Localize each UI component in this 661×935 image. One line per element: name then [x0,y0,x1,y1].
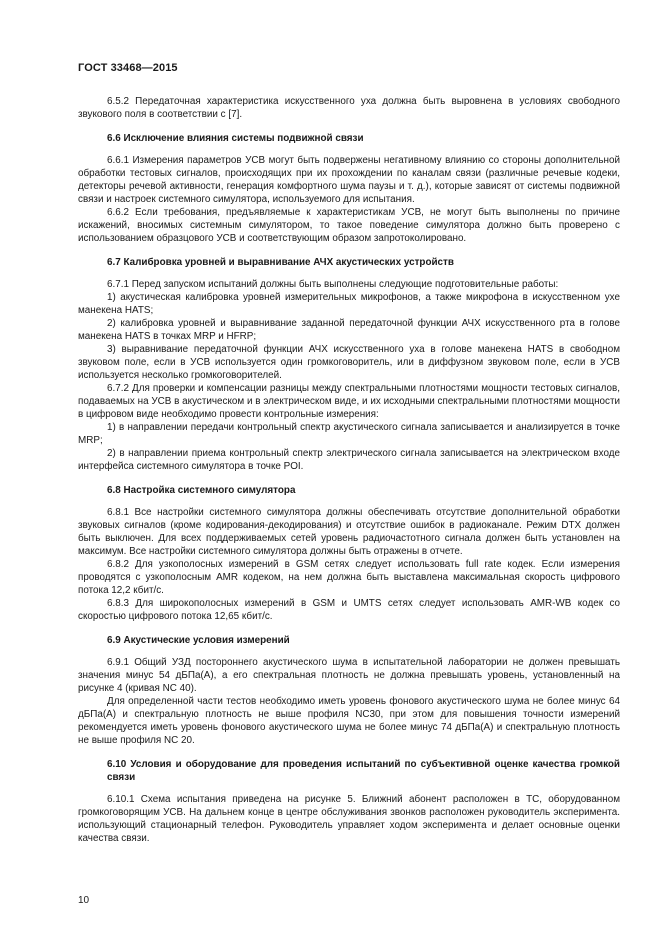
page-number: 10 [78,895,90,906]
list-item: 1) акустическая калибровка уровней измерительных микрофонов, а также микрофона в искусственном ухе манекена HATS; [78,292,620,316]
document-body [78,95,620,845]
list-item: 2) калибровка уровней и выравнивание заданной передаточной функции АЧХ искусственного рта в голове манекена HATS в точках MRP и HFRP; [78,318,620,342]
list-item: 2) в направлении приема контрольный спектр электрического сигнала записывается на электрическом входе интерфейса системного симулятора в точке POI. [78,448,620,472]
section-heading-6-7: 6.7 Калибровка уровней и выравнивание АЧХ акустических устройств [107,257,454,268]
paragraph: 6.6.2 Если требования, предъявляемые к характеристикам УСВ, не могут быть выполнены по причине искажений, вносимых системным симулятором, то такое поведение симулятора должно быть проверено с использованием образцового УСВ и соответствующим образом запротоколировано. [78,207,620,244]
paragraph: 6.8.1 Все настройки системного симулятора должны обеспечивать отсутствие дополнительной обработки звуковых сигналов (кроме кодирования-декодирования) и отсутствие ошибок в радиоканале. Режим DTX должен быть выключен. Для всех поддерживаемых сетей уровень радиочастотного сигнала должен быть установлен на максимум. Все настройки системного симулятора должны быть отражены в отчете. [78,507,620,557]
list-item: 3) выравнивание передаточной функции АЧХ искусственного уха в голове манекена HATS в свободном звуковом поле, если в УСВ используется один громкоговоритель, или в диффузном звуковом поле, если в УСВ используется несколько громкоговорителей. [78,344,620,381]
list-item: 1) в направлении передачи контрольный спектр акустического сигнала записывается и анализируется в точке MRP; [78,422,620,446]
paragraph: 6.10.1 Схема испытания приведена на рисунке 5. Ближний абонент расположен в ТС, оборудованном громкоговорящим УСВ. На дальнем конце в центре обслуживания звонков расположен руководитель эксперимента. использующий стационарный телефон. Руководитель управляет ходом эксперимента и делает основные оценки качества связи. [78,794,620,844]
paragraph: 6.8.3 Для широкополосных измерений в GSM и UMTS сетях следует использовать AMR-WB кодек со скоростью цифрового потока 12,65 кбит/с. [78,598,620,622]
paragraph: 6.8.2 Для узкополосных измерений в GSM сетях следует использовать full rate кодек. Если измерения проводятся с узкополосным AMR кодеком, на нем должна быть выставлена максимальная скорость цифрового потока 12,2 кбит/с. [78,559,620,596]
section-heading-6-8: 6.8 Настройка системного симулятора [107,485,296,496]
paragraph: 6.7.1 Перед запуском испытаний должны быть выполнены следующие подготовительные работы: [107,279,559,290]
standard-header: ГОСТ 33468—2015 [78,62,178,74]
section-heading-6-10: 6.10 Условия и оборудование для проведения испытаний по субъективной оценке качества громкой связи [107,759,620,783]
paragraph: 6.6.1 Измерения параметров УСВ могут быть подвержены негативному влиянию со стороны дополнительной обработки тестовых сигналов, происходящих при их прохождении по каналам связи (различные речевые кодеки, детекторы речевой активности, генерация комфортного шума паузы и т. д.), которые зависят от системы подвижной связи и настроек системного симулятора, используемого для испытания. [78,155,620,205]
section-heading-6-9: 6.9 Акустические условия измерений [107,635,290,646]
paragraph: 6.7.2 Для проверки и компенсации разницы между спектральными плотностями мощности тестовых сигналов, подаваемых на УСВ в акустическом и в электрическом виде, и их исходными спектральными плотностями мощности в цифровом виде необходимо провести контрольные измерения: [78,383,620,420]
paragraph: 6.9.1 Общий УЗД постороннего акустического шума в испытательной лаборатории не должен превышать значения минус 54 дБПа(А), а его спектральная плотность не должна превышать уровень, установленный на рисунке 4 (кривая NC 40). [78,657,620,694]
paragraph: Для определенной части тестов необходимо иметь уровень фонового акустического шума не более минус 64 дБПа(А) и спектральную плотность не выше профиля NC30, при этом для повышения точности измерений рекомендуется иметь уровень фонового акустического шума не более минус 74 дБПа(А) и спектральную плотность не выше профиля NC 20. [78,696,620,746]
section-heading-6-6: 6.6 Исключение влияния системы подвижной связи [107,133,364,144]
paragraph: 6.5.2 Передаточная характеристика искусственного уха должна быть выровнена в условиях свободного звукового поля в соответствии с [7]. [78,96,620,120]
